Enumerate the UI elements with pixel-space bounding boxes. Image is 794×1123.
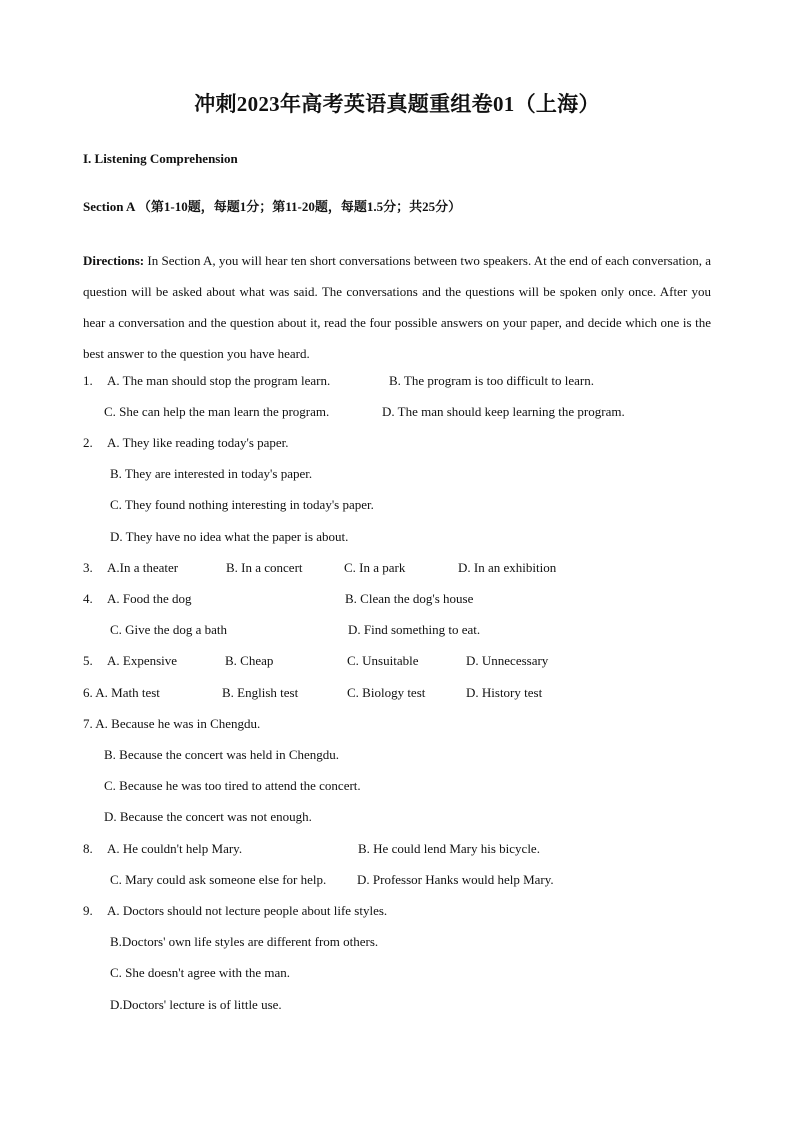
option-d: D. Professor Hanks would help Mary. [357, 872, 554, 887]
option-d: D. The man should keep learning the program. [382, 404, 625, 419]
option-b: B. He could lend Mary his bicycle. [358, 841, 540, 856]
option-c: C. Biology test [347, 685, 426, 700]
question-number: 3. [83, 560, 93, 575]
directions-paragraph [83, 245, 711, 369]
option-b: B. They are interested in today's paper. [110, 466, 313, 481]
part-heading: I. Listening Comprehension [83, 151, 238, 166]
directions-text: In Section A, you will hear ten short conversations between two speakers. At the end of each conversation, a question will be asked about what was said. The conversations and the questions will be spoken only once. After you hear a conversation and the question about it, read the four possible answers on your paper, and decide which one is the best answer to the question you have heard. [83, 253, 711, 361]
directions-label: Directions: [83, 253, 145, 268]
option-b: B. Clean the dog's house [345, 591, 474, 606]
option-c: C. Give the dog a bath [110, 622, 227, 637]
option-c: C. Because he was too tired to attend the concert. [104, 778, 361, 793]
option-b: B. Because the concert was held in Chengdu. [104, 747, 340, 762]
option-c: C. Unsuitable [347, 653, 419, 668]
question-number: 5. [83, 653, 93, 668]
option-b: B. In a concert [226, 560, 303, 575]
option-c: C. Mary could ask someone else for help. [110, 872, 327, 887]
option-d: D. In an exhibition [458, 560, 557, 575]
document-title: 冲刺2023年高考英语真题重组卷01（上海） [194, 92, 600, 116]
option-c: C. In a park [344, 560, 406, 575]
option-a: A.In a theater [107, 560, 179, 575]
option-a: A. Doctors should not lecture people about life styles. [107, 903, 388, 918]
section-heading: Section A （第1-10题，每题1分；第11-20题，每题1.5分；共25分） [83, 199, 462, 214]
question-number: 8. [83, 841, 93, 856]
question-number: 4. [83, 591, 93, 606]
question-number: 9. [83, 903, 93, 918]
option-a: A. They like reading today's paper. [107, 435, 289, 450]
option-d: D. History test [466, 685, 543, 700]
option-a: A. The man should stop the program learn. [107, 373, 331, 388]
option-a: 7. A. Because he was in Chengdu. [83, 716, 261, 731]
option-a: A. He couldn't help Mary. [107, 841, 243, 856]
option-a: A. Expensive [107, 653, 178, 668]
option-c: C. She doesn't agree with the man. [110, 965, 290, 980]
option-d: D. Find something to eat. [348, 622, 481, 637]
option-b: B. English test [222, 685, 299, 700]
option-b: B. The program is too difficult to learn. [389, 373, 594, 388]
option-b: B. Cheap [225, 653, 274, 668]
option-a: 6. A. Math test [83, 685, 160, 700]
option-b: B.Doctors' own life styles are different from others. [110, 934, 379, 949]
question-number: 2. [83, 435, 93, 450]
question-number: 1. [83, 373, 93, 388]
option-d: D. Unnecessary [466, 653, 549, 668]
option-d: D.Doctors' lecture is of little use. [110, 997, 282, 1012]
option-d: D. They have no idea what the paper is about. [110, 529, 349, 544]
option-a: A. Food the dog [107, 591, 192, 606]
option-c: C. She can help the man learn the program. [104, 404, 330, 419]
option-d: D. Because the concert was not enough. [104, 809, 312, 824]
option-c: C. They found nothing interesting in today's paper. [110, 497, 374, 512]
